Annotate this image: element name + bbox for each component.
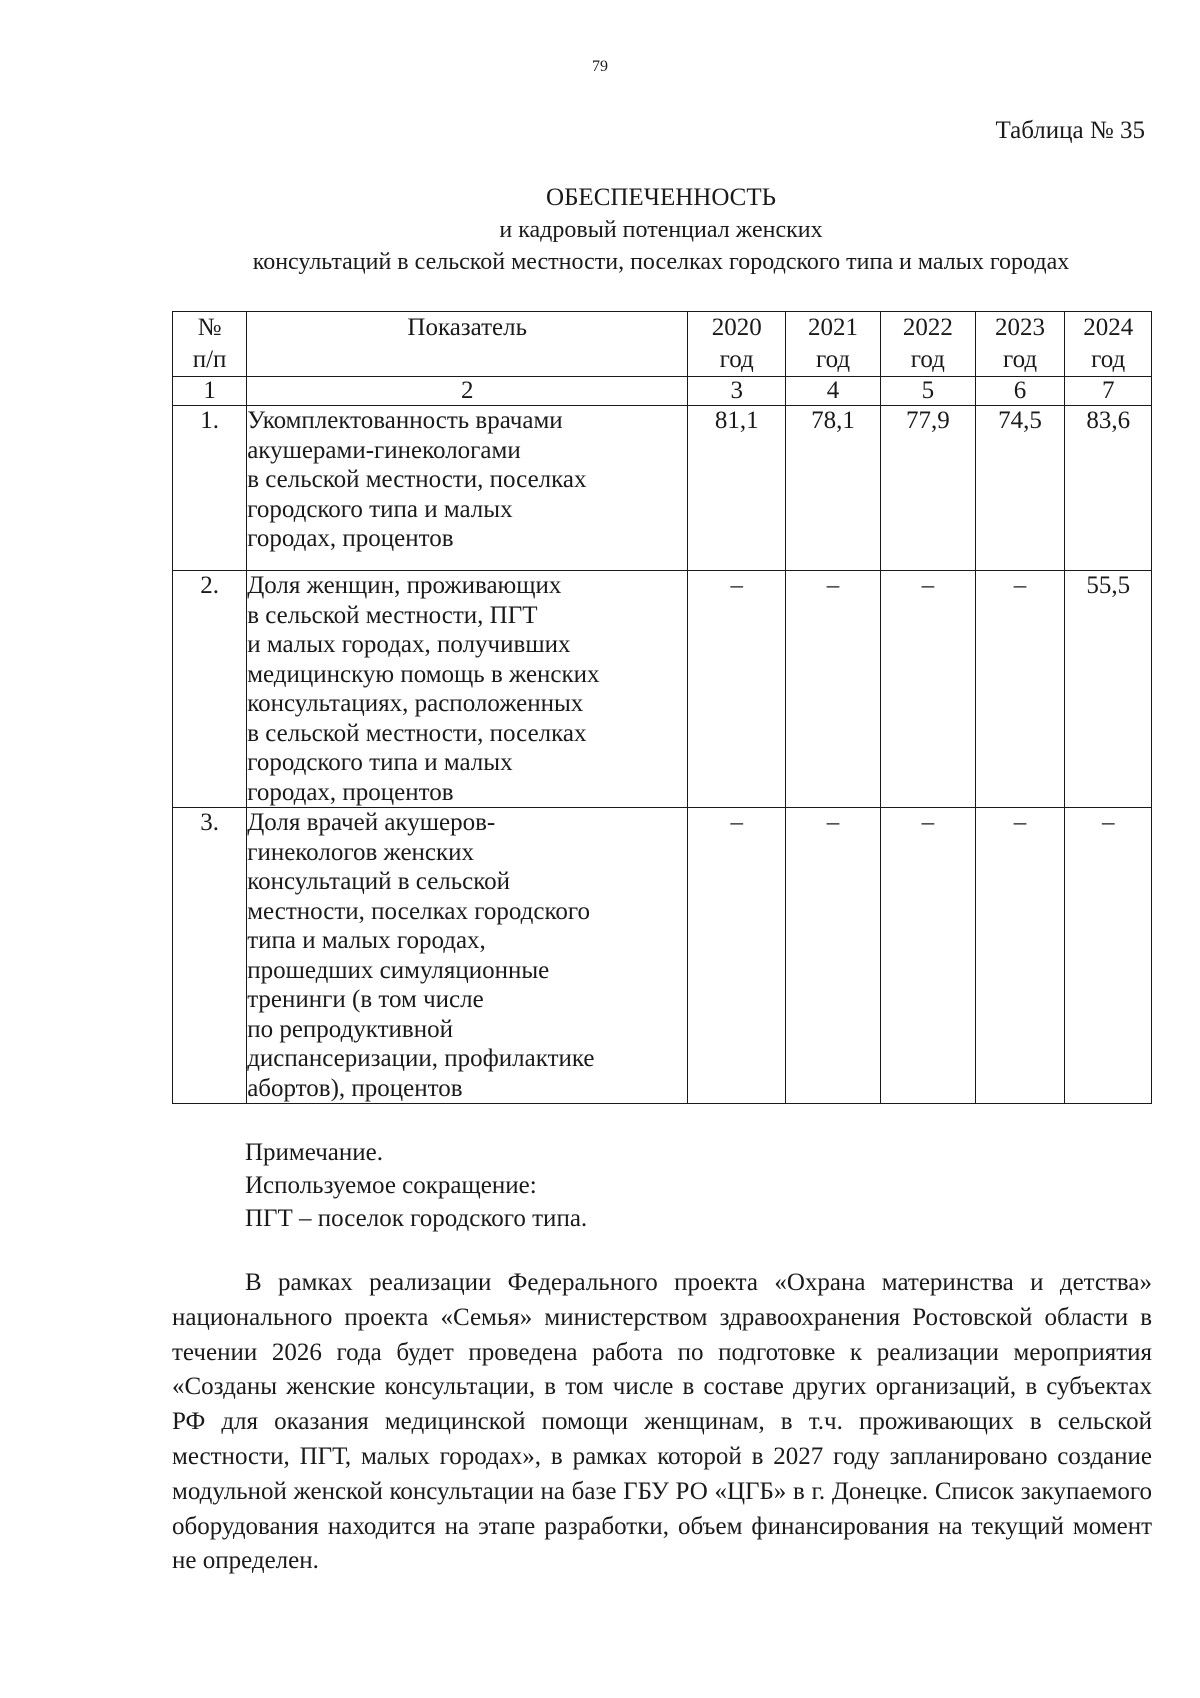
row-number: 1. xyxy=(173,406,247,571)
indicator-line: гинекологов женских xyxy=(247,838,475,866)
row-number: 2. xyxy=(173,571,247,808)
header-year-value: 2020 xyxy=(711,314,762,341)
indicator-line: городах, процентов xyxy=(247,525,454,552)
title-line-2: и кадровый потенциал женских xyxy=(499,217,823,243)
body-paragraph: В рамках реализации Федерального проекта «Охрана материнства и детства» национального проекта «Семья» министерством здравоохранения Ростовской области в течении 2026 года будет проведена работа по подготовке к реализации мероприятия «Созданы женские консультации, в том числе в составе других организаций, в субъектах РФ для оказания медицинской помощи женщинам, в т.ч. проживающих в сельской местности, ПГТ, малых городах», в рамках которой в 2027 году запланировано создание модульной женской консультации на базе ГБУ РО «ЦГБ» в г. Донецке. Список закупаемого оборудования находится на этапе разработки, объем финансирования на текущий момент не определен. xyxy=(172,1269,1152,1575)
header-year-2022 xyxy=(880,312,975,377)
indicator-line: по репродуктивной xyxy=(247,1015,453,1043)
header-year-value: 2024 xyxy=(1083,314,1134,341)
header-year-value: 2022 xyxy=(902,314,953,341)
column-index-row xyxy=(173,377,1152,406)
indicator-line: в сельской местности, поселках xyxy=(247,466,587,493)
indicator-line: в сельской местности, ПГТ xyxy=(247,601,538,629)
column-index: 7 xyxy=(1065,377,1152,406)
value-cell-2021: – xyxy=(786,571,881,808)
indicator-cell xyxy=(247,571,688,808)
value-cell-2020: 81,1 xyxy=(688,406,786,571)
header-year-unit: год xyxy=(910,346,945,373)
table-row xyxy=(173,571,1152,808)
header-year-value: 2021 xyxy=(808,314,859,341)
indicator-line: абортов), процентов xyxy=(247,1074,463,1102)
indicator-cell xyxy=(247,808,688,1104)
indicator-line: типа и малых городах, xyxy=(247,927,486,954)
staffing-table xyxy=(172,311,1152,1104)
header-year-unit: год xyxy=(719,346,754,373)
title-main: ОБЕСПЕЧЕННОСТЬ xyxy=(546,184,776,211)
header-year-2021 xyxy=(786,312,881,377)
value-cell-2020: – xyxy=(688,571,786,808)
indicator-line: местности, поселках городского xyxy=(247,897,590,925)
page-number: 79 xyxy=(592,58,608,75)
indicator-line: городского типа и малых xyxy=(247,495,513,523)
indicator-line: прошедших симуляционные xyxy=(247,956,550,984)
indicator-line: Доля врачей акушеров- xyxy=(247,809,496,836)
indicator-line: диспансеризации, профилактике xyxy=(247,1045,595,1072)
value-cell-2023: – xyxy=(975,808,1065,1104)
column-index: 4 xyxy=(786,377,881,406)
value-cell-2021: 78,1 xyxy=(786,406,881,571)
header-year-unit: год xyxy=(1002,346,1038,373)
indicator-line: консультаций в сельской xyxy=(247,868,511,895)
table-row xyxy=(173,406,1152,571)
value-cell-2023: – xyxy=(975,571,1065,808)
indicator-line: в сельской местности, поселках xyxy=(247,719,587,747)
column-index: 1 xyxy=(173,377,247,406)
header-num-line-2: п/п xyxy=(192,346,227,373)
indicator-line: медицинскую помощь в женских xyxy=(247,660,600,688)
value-cell-2024: 83,6 xyxy=(1065,406,1152,571)
value-cell-2020: – xyxy=(688,808,786,1104)
column-index: 5 xyxy=(880,377,975,406)
table-row xyxy=(173,808,1152,1104)
column-index: 6 xyxy=(975,377,1065,406)
value-cell-2024: 55,5 xyxy=(1065,571,1152,808)
column-index: 2 xyxy=(247,377,688,406)
table-title xyxy=(170,182,1152,278)
value-cell-2022: 77,9 xyxy=(880,406,975,571)
value-cell-2023: 74,5 xyxy=(975,406,1065,571)
row-number: 3. xyxy=(173,808,247,1104)
value-cell-2022: – xyxy=(880,808,975,1104)
title-line-3: консультаций в сельской местности, поселках городского типа и малых городах xyxy=(252,249,1070,275)
value-cell-2022: – xyxy=(880,571,975,808)
header-year-unit: год xyxy=(1091,346,1126,373)
table-header-row xyxy=(173,312,1152,377)
indicator-line: городах, процентов xyxy=(247,778,454,806)
table-label: Таблица № 35 xyxy=(995,117,1145,144)
header-num-line-1: № xyxy=(197,314,222,341)
indicator-cell xyxy=(247,406,688,571)
indicator-line: городского типа и малых xyxy=(247,749,513,776)
indicator-line: Доля женщин, проживающих xyxy=(247,572,562,599)
header-indicator: Показатель xyxy=(247,312,688,377)
column-index: 3 xyxy=(688,377,786,406)
header-year-unit: год xyxy=(815,346,851,373)
note-heading: Примечание. xyxy=(245,1139,384,1166)
note-abbreviation-heading: Используемое сокращение: xyxy=(245,1172,537,1199)
header-year-value: 2023 xyxy=(995,314,1046,341)
header-num xyxy=(173,312,247,377)
indicator-line: тренинги (в том числе xyxy=(247,986,484,1013)
note-abbreviation: ПГТ – поселок городского типа. xyxy=(245,1205,588,1232)
indicator-line: и малых городах, получивших xyxy=(247,631,571,658)
header-year-2024 xyxy=(1065,312,1152,377)
indicator-line: Укомплектованность врачами xyxy=(247,407,563,434)
header-year-2020 xyxy=(688,312,786,377)
indicator-line: консультациях, расположенных xyxy=(247,690,584,717)
value-cell-2021: – xyxy=(786,808,881,1104)
value-cell-2024: – xyxy=(1065,808,1152,1104)
indicator-line: акушерами-гинекологами xyxy=(247,436,521,464)
header-year-2023 xyxy=(975,312,1065,377)
table-note xyxy=(245,1136,587,1235)
